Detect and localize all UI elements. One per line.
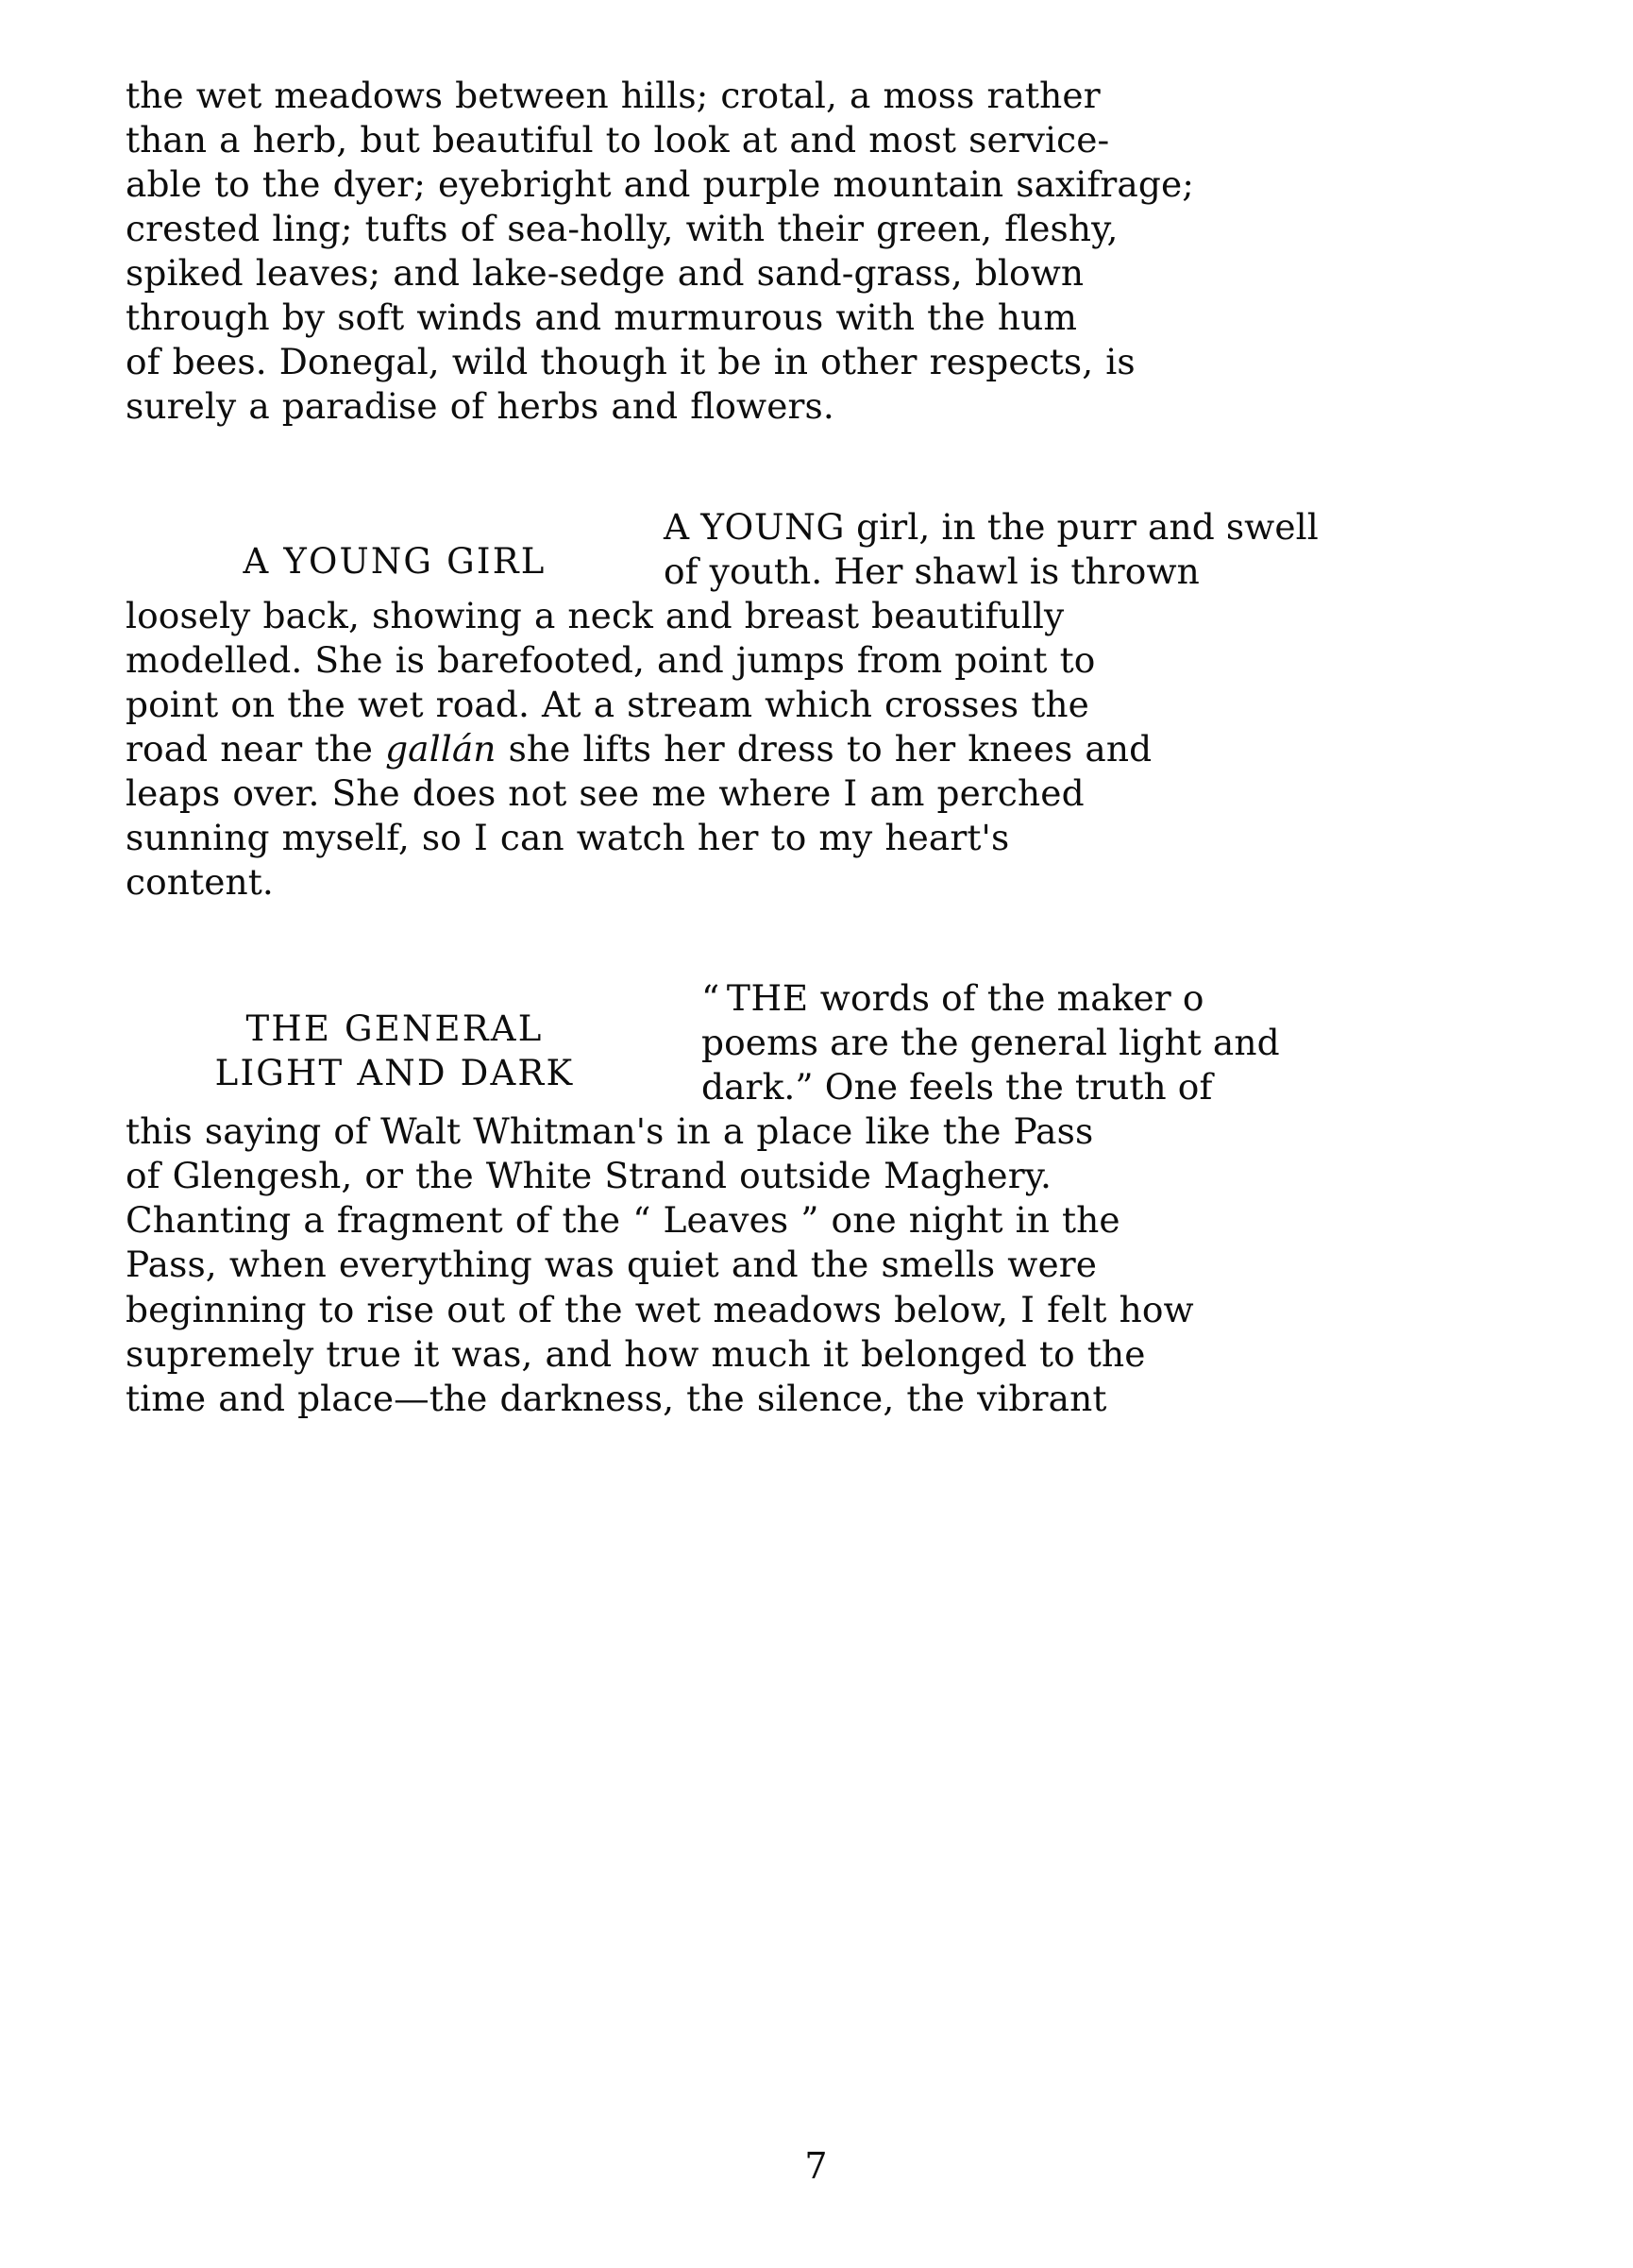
text-line: “ THE words of the maker o (701, 977, 1204, 1020)
text-line: leaps over. She does not see me where I am perched (126, 771, 1085, 814)
text-line: poems are the general light and (701, 1022, 1280, 1064)
text-line: sunning myself, so I can watch her to my heart's (126, 816, 1010, 858)
small-caps-word: THE (726, 977, 809, 1020)
text-line: able to the dyer; eyebright and purple mountain saxifrage; (126, 163, 1194, 206)
section-the-general-light-and-dark (126, 976, 1508, 1421)
text-line: content. (126, 861, 274, 903)
text-line: through by soft winds and murmurous with the hum (126, 296, 1077, 339)
small-caps-word: YOUNG (700, 505, 846, 548)
text-line: of youth. Her shawl is thrown (664, 550, 1200, 592)
section-a-young-girl (126, 505, 1508, 906)
paragraph-spacer (126, 430, 1508, 505)
text-line: A YOUNG girl, in the purr and swell (664, 505, 1319, 548)
text-line: this saying of Walt Whitman's in a place like the Pass (126, 1110, 1094, 1153)
text-line: time and place—the darkness, the silence, the vibrant (126, 1377, 1107, 1419)
text-line: loosely back, showing a neck and breast beautifully (126, 594, 1065, 636)
text-line: Pass, when everything was quiet and the smells were (126, 1244, 1098, 1286)
section-heading-a-young-girl: A YOUNG GIRL (243, 540, 547, 582)
text-line: spiked leaves; and lake-sedge and sand-grass, blown (126, 252, 1085, 295)
heading-line: LIGHT AND DARK (214, 1053, 575, 1094)
text-line: Chanting a fragment of the “ Leaves ” one night in the (126, 1199, 1120, 1242)
text-line: crested ling; tufts of sea-holly, with their green, fleshy, (126, 208, 1119, 250)
text-line: beginning to rise out of the wet meadows below, I felt how (126, 1288, 1194, 1330)
section-heading-the-general-light-and-dark (126, 1007, 664, 1096)
text-line: surely a paradise of herbs and flowers. (126, 385, 834, 428)
text-line: of bees. Donegal, wild though it be in other respects, is (126, 341, 1136, 383)
text-line: modelled. She is barefooted, and jumps from point to (126, 638, 1096, 681)
text-line: than a herb, but beautiful to look at and most service- (126, 119, 1110, 161)
text-line: road near the gallán she lifts her dress to her knees and (126, 727, 1153, 770)
page-content (126, 74, 1508, 1421)
italic-word: gallán (385, 727, 497, 770)
heading-line: THE GENERAL (245, 1008, 544, 1050)
paragraph-opening (126, 74, 1508, 430)
text-line: dark.” One feels the truth of (701, 1066, 1213, 1109)
page-number: 7 (804, 2145, 829, 2187)
text-line: point on the wet road. At a stream which crosses the (126, 683, 1089, 725)
text-line: of Glengesh, or the White Strand outside Maghery. (126, 1155, 1052, 1197)
text-line: supremely true it was, and how much it belonged to the (126, 1332, 1146, 1375)
paragraph-spacer (126, 905, 1508, 976)
text-line: the wet meadows between hills; crotal, a moss rather (126, 75, 1101, 116)
